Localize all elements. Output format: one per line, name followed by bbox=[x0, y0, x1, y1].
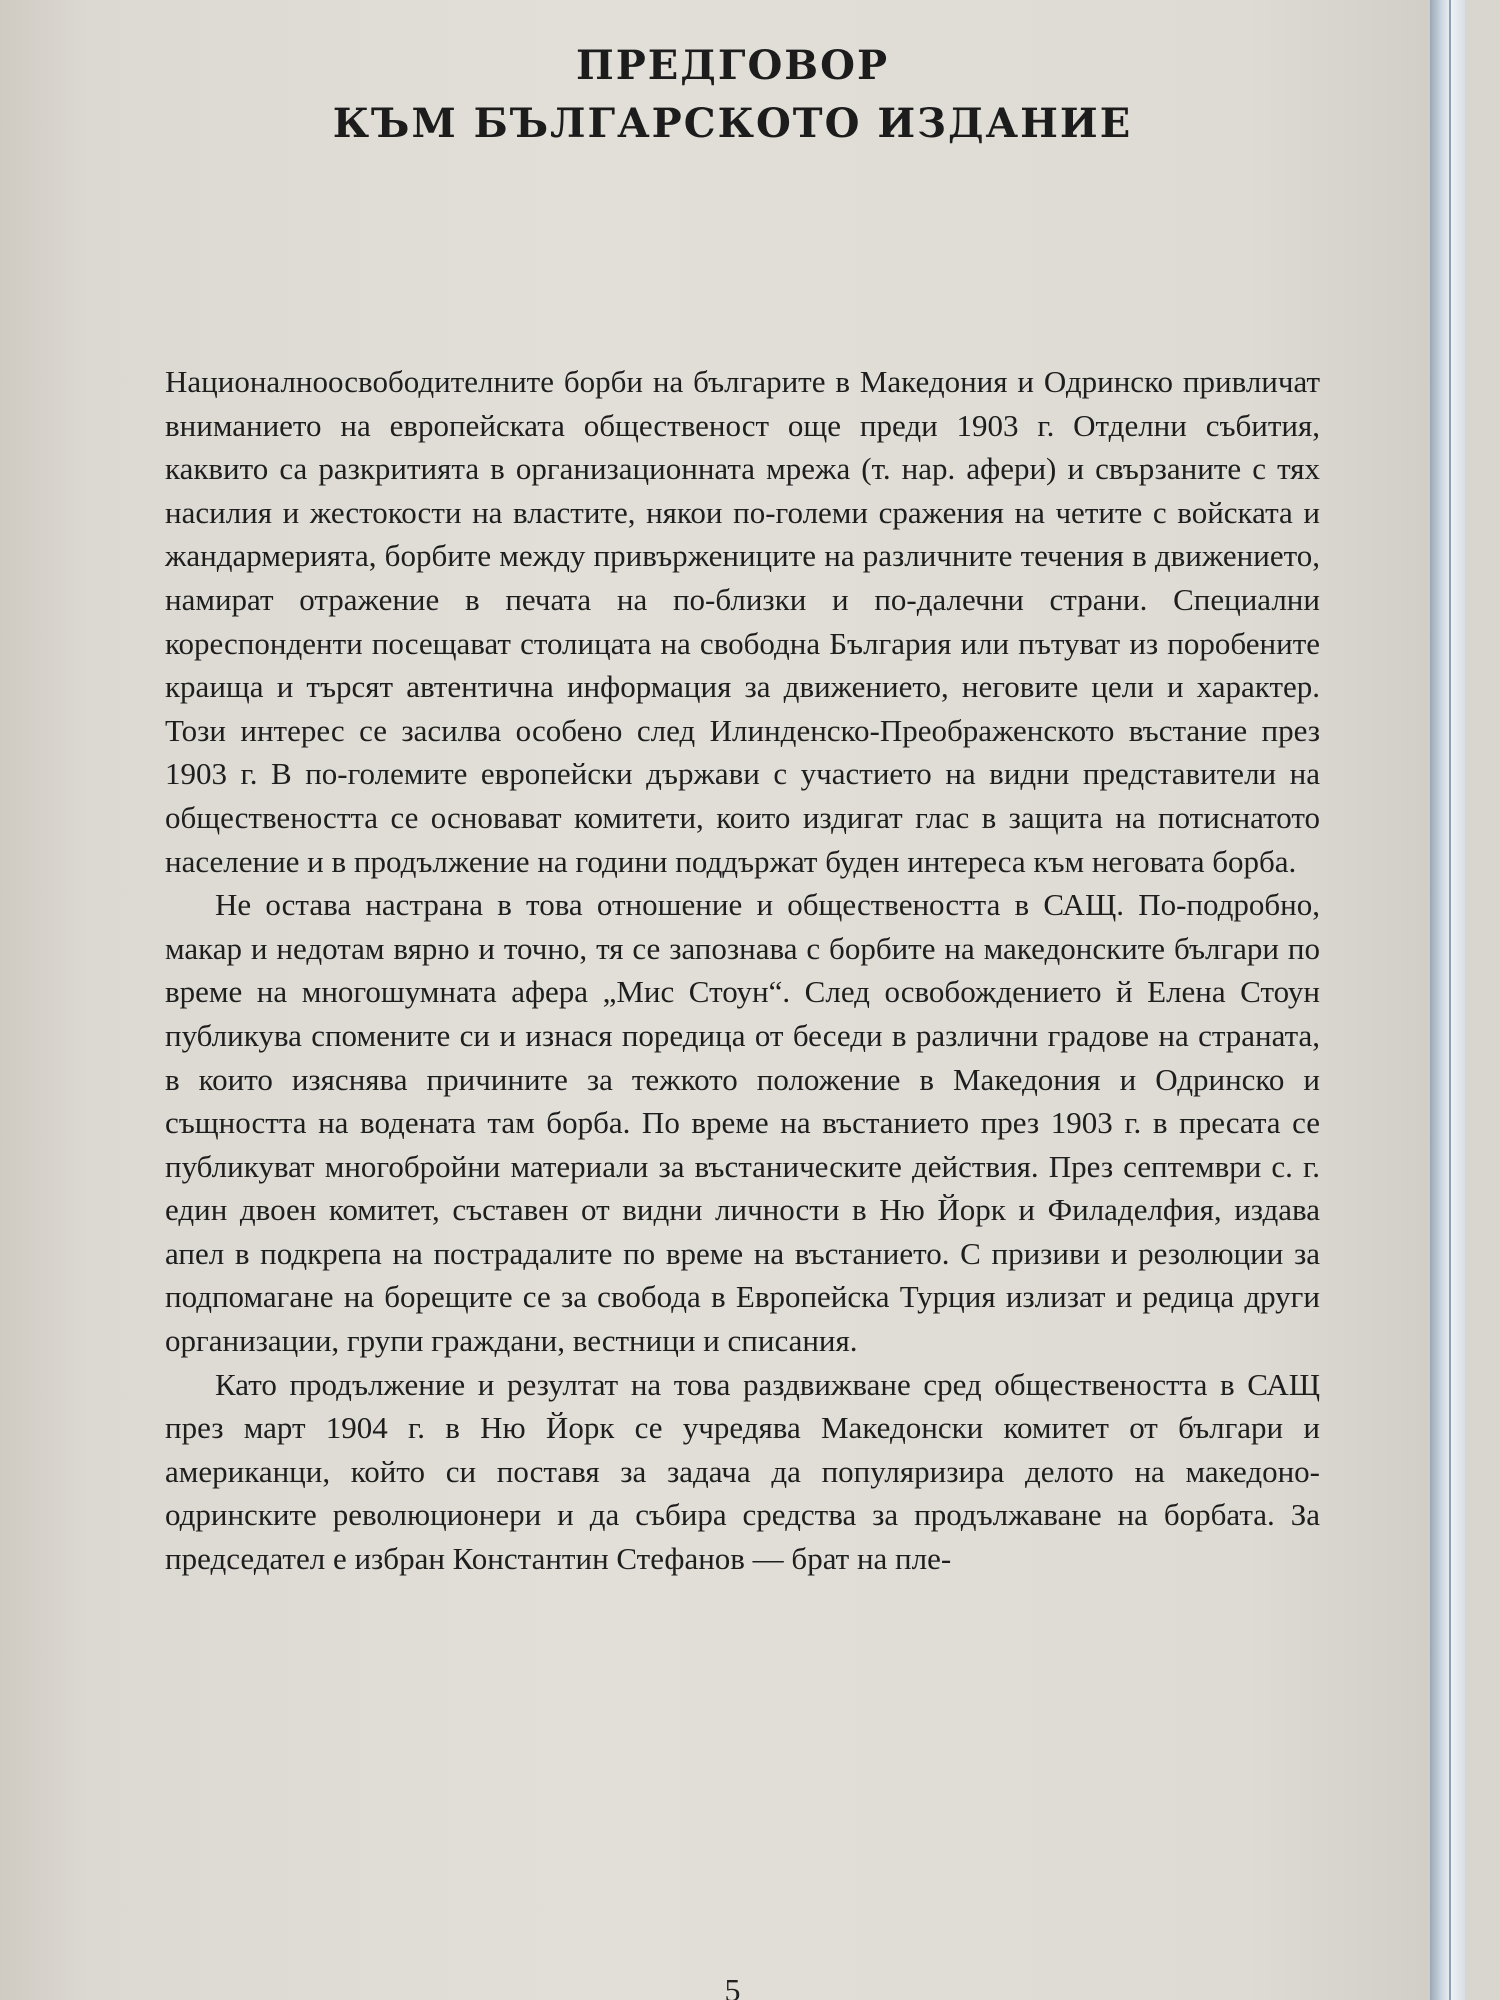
title-line-1: ПРЕДГОВОР bbox=[575, 42, 890, 89]
paragraph-1: Националноосвободителните борби на българите в Македония и Одринско привличат вниманието на европейската общественост още преди 1903 г. Отделни събития, каквито са разкритията в организационната мрежа (т. нар. афери) и свързаните с тях насилия и жестокости на властите, някои по-големи сражения на четите с войската и жандармерията, борбите между привържениците на различните течения в движението, намират отражение в печата на по-близки и по-далечни страни. Специални кореспонденти посещават столицата на свободна България или пътуват из поробените краища и търсят автентична информация за движението, неговите цели и характер. Този интерес се засилва особено след Илинденско-Преображенското въстание през 1903 г. В по-големите европейски държави с участието на видни представители на обществеността се основават комитети, които издигат глас в защита на потиснатото население и в продължение на години поддържат буден интереса към неговата борба. bbox=[165, 364, 1320, 879]
page-edge-line bbox=[1449, 0, 1451, 2000]
bleed-through-text bbox=[140, 150, 1360, 330]
paragraph-3: Като продължение и резултат на това раздвижване сред обществеността в САЩ през март 1904 г. в Ню Йорк се учредява Македонски комитет от българи и американци, който си поставя за задача да популяризира делото на македоно-одринските революционери и да събира средства за продължаване на борбата. За председател е избран Константин Стефанов — брат на пле- bbox=[165, 1366, 1320, 1577]
body-text bbox=[165, 360, 1320, 1581]
page-number: 5 bbox=[724, 1972, 741, 2000]
page-edge bbox=[1430, 0, 1465, 2000]
title-line-2: КЪМ БЪЛГАРСКОТО ИЗДАНИЕ bbox=[332, 100, 1133, 147]
paragraph-2: Не остава настрана в това отношение и обществеността в САЩ. По-подробно, макар и недотам вярно и точно, тя се запознава с борбите на македонските българи по време на многошумната афера „Мис Стоун“. След освобождението й Елена Стоун публикува спомените си и изнася поредица от беседи в различни градове на страната, в които изяснява причините за тежкото положение в Македония и Одринско и същността на водената там борба. По време на въстанието през 1903 г. в пресата се публикуват многобройни материали за въстаническите действия. През септември с. г. един двоен комитет, съставен от видни личности в Ню Йорк и Филаделфия, издава апел в подкрепа на пострадалите по време на въстанието. С призиви и резолюции за подпомагане на борещите се за свобода в Европейска Турция излизат и редица други организации, групи граждани, вестници и списания. bbox=[165, 887, 1320, 1359]
